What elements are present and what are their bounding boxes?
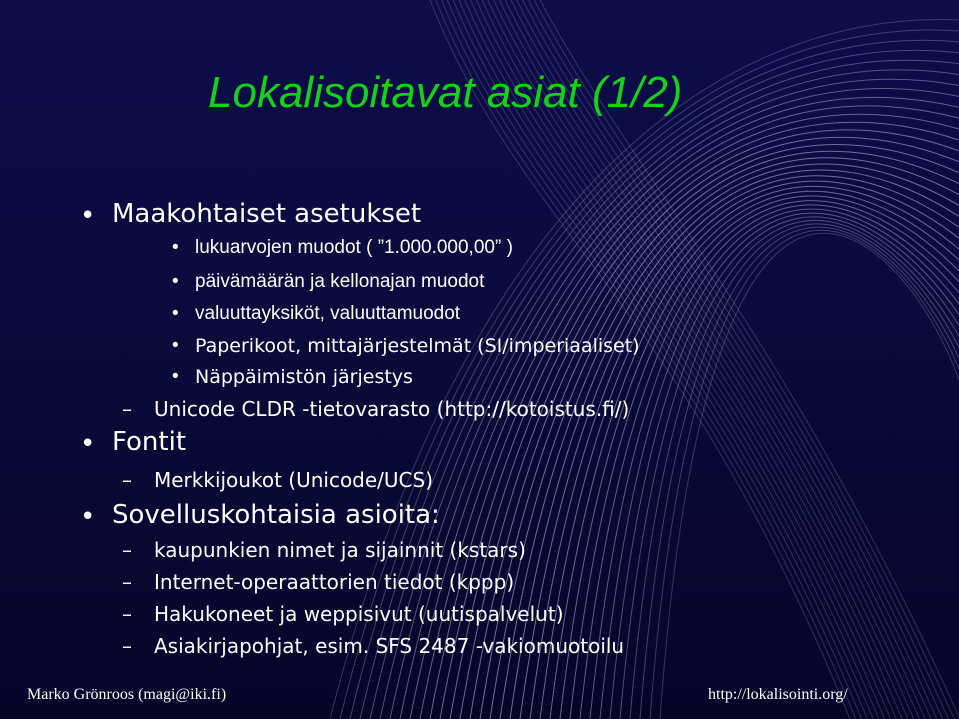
background-wave-line: [460, 137, 959, 719]
dash-item-cities: kaupunkien nimet ja sijainnit (kstars): [154, 538, 526, 562]
dash-item-charsets: Merkkijoukot (Unicode/UCS): [154, 468, 434, 492]
bullet-icon: •: [172, 271, 179, 292]
background-wave-line: [660, 233, 959, 719]
bullet-icon: •: [172, 237, 179, 258]
dash-item-search-engines: Hakukoneet ja weppisivut (uutispalvelut): [154, 602, 564, 626]
bullet-icon: •: [80, 201, 96, 231]
subitem-currency-formats: valuuttayksiköt, valuuttamuodot: [195, 303, 461, 324]
slide-title: Lokalisoitavat asiat (1/2): [208, 68, 683, 117]
dash-icon: –: [122, 634, 132, 658]
subitem-keyboard-layout: Näppäimistön järjestys: [195, 366, 413, 388]
background-wave-line: [610, 217, 959, 719]
background-wave-line: [450, 130, 959, 719]
dash-icon: –: [122, 602, 132, 626]
dash-item-isp: Internet-operaattorien tiedot (kppp): [154, 570, 515, 594]
dash-icon: –: [122, 468, 132, 492]
dash-icon: –: [122, 397, 132, 421]
dash-icon: –: [122, 570, 132, 594]
footer-author: Marko Grönroos (magi@iki.fi): [27, 686, 227, 703]
background-wave-line: [630, 224, 959, 719]
bullet-icon: •: [80, 502, 96, 532]
bullet-icon: •: [80, 429, 96, 459]
footer-url: http://lokalisointi.org/: [708, 686, 848, 703]
dash-icon: –: [122, 538, 132, 562]
bullet-icon: •: [172, 335, 179, 356]
background-wave-line: [590, 209, 959, 719]
section-heading-app-specific: Sovelluskohtaisia asioita:: [112, 500, 440, 530]
subitem-paper-sizes: Paperikoot, mittajärjestelmät (SI/imperiaaliset): [195, 335, 640, 357]
background-wave-line: [640, 227, 959, 719]
subitem-number-formats: lukuarvojen muodot ( ”1.000.000,00” ): [195, 237, 513, 258]
section-heading-fonts: Fontit: [112, 427, 187, 457]
subitem-date-time-formats: päivämäärän ja kellonajan muodot: [195, 271, 485, 292]
section-heading-country-settings: Maakohtaiset asetukset: [112, 199, 422, 229]
dash-item-doc-templates: Asiakirjapohjat, esim. SFS 2487 -vakiomuotoilu: [154, 634, 625, 658]
bullet-icon: •: [172, 303, 179, 324]
bullet-icon: •: [172, 366, 179, 387]
dash-item-cldr: Unicode CLDR -tietovarasto (http://kotoistus.fi/): [154, 397, 630, 421]
